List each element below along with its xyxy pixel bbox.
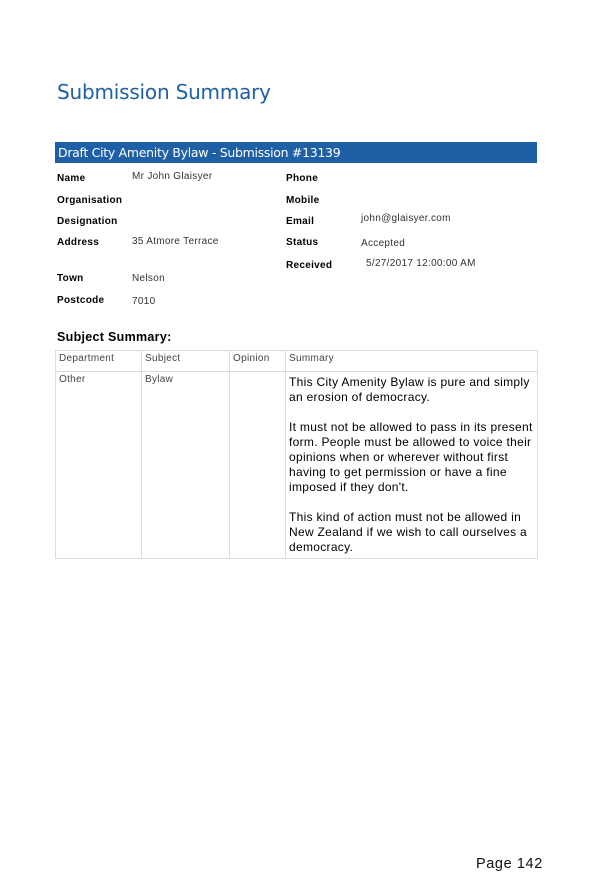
status-value: Accepted xyxy=(361,238,406,249)
designation-label: Designation xyxy=(57,216,118,227)
submission-banner: Draft City Amenity Bylaw - Submission #13139 xyxy=(55,142,537,163)
subject-summary-heading: Subject Summary: xyxy=(57,330,172,344)
status-label: Status xyxy=(286,237,319,248)
table-header-row xyxy=(56,351,538,372)
name-label: Name xyxy=(57,173,86,184)
organisation-label: Organisation xyxy=(57,195,123,206)
summary-paragraph: This City Amenity Bylaw is pure and simply an erosion of democracy. xyxy=(289,375,530,404)
name-value: Mr John Glaisyer xyxy=(132,171,213,182)
phone-label: Phone xyxy=(286,173,319,184)
received-value: 5/27/2017 12:00:00 AM xyxy=(366,258,476,269)
town-value: Nelson xyxy=(132,273,165,284)
subject-cell: Bylaw xyxy=(142,372,230,559)
summary-paragraph: It must not be allowed to pass in its present form. People must be allowed to voice their opinions when or wherever without first having to get permission or have a fine imposed if they don't. xyxy=(289,420,533,494)
received-label: Received xyxy=(286,260,333,271)
table-row xyxy=(56,372,538,559)
summary-cell xyxy=(286,372,538,559)
summary-paragraph: This kind of action must not be allowed in New Zealand if we wish to call ourselves a democracy. xyxy=(289,510,528,554)
page-number: Page 142 xyxy=(476,856,543,872)
subject-summary-table xyxy=(55,350,538,559)
column-header-summary: Summary xyxy=(286,351,538,372)
address-value: 35 Atmore Terrace xyxy=(132,236,219,247)
opinion-cell xyxy=(230,372,286,559)
page-title: Submission Summary xyxy=(57,80,271,104)
mobile-label: Mobile xyxy=(286,195,320,206)
column-header-department: Department xyxy=(56,351,142,372)
column-header-opinion: Opinion xyxy=(230,351,286,372)
department-cell: Other xyxy=(56,372,142,559)
town-label: Town xyxy=(57,273,84,284)
email-value: john@glaisyer.com xyxy=(361,213,451,224)
column-header-subject: Subject xyxy=(142,351,230,372)
address-label: Address xyxy=(57,237,100,248)
postcode-value: 7010 xyxy=(132,296,156,307)
email-label: Email xyxy=(286,216,315,227)
postcode-label: Postcode xyxy=(57,295,105,306)
